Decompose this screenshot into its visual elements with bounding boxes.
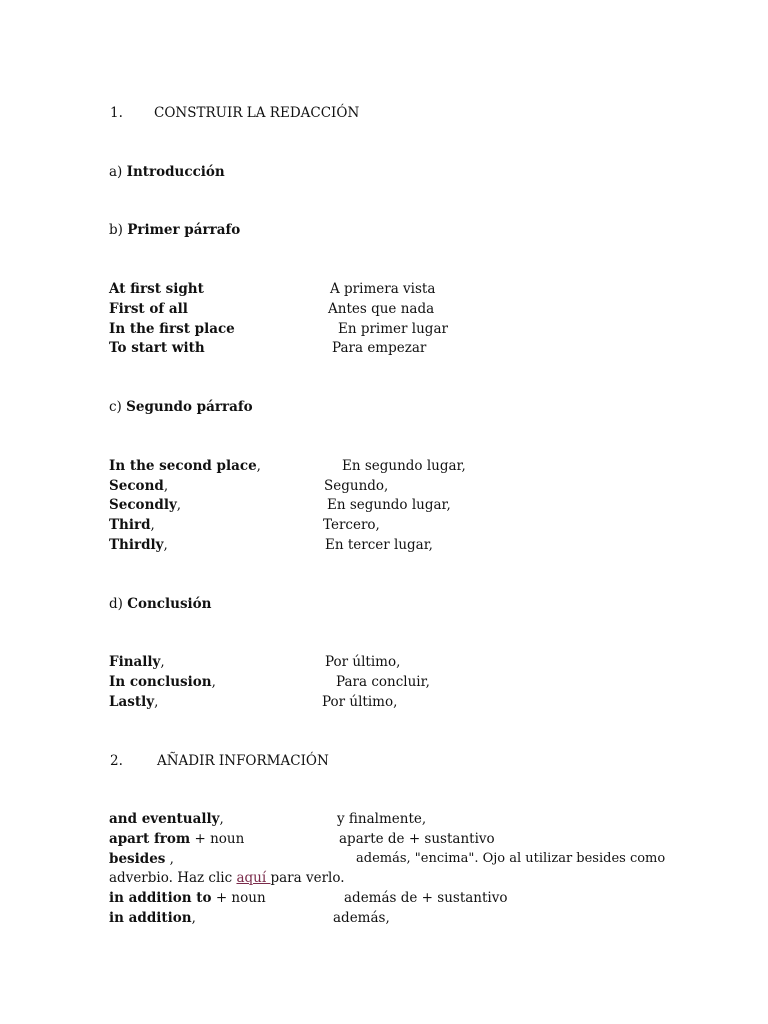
phrase-term: in addition to + noun [109, 890, 266, 906]
phrase-translation: además, [333, 910, 390, 926]
phrase-translation: Por último, [325, 654, 401, 670]
subsection-d-prefix: d) [109, 596, 123, 612]
phrase-term: Finally, [109, 654, 165, 670]
phrase-term: and eventually, [109, 811, 224, 827]
section-2-title: AÑADIR INFORMACIÓN [157, 753, 329, 769]
phrase-translation: además de + sustantivo [344, 890, 508, 906]
phrase-translation: Para empezar [332, 340, 427, 356]
subsection-c-title: Segundo párrafo [126, 399, 253, 415]
phrase-term: apart from + noun [109, 831, 245, 847]
aqui-link[interactable]: aquí [236, 870, 271, 886]
phrase-translation: En primer lugar [338, 321, 448, 337]
phrase-term: Secondly, [109, 497, 182, 513]
phrase-term: In the first place [109, 321, 235, 337]
phrase-translation: A primera vista [330, 281, 436, 297]
subsection-d-title: Conclusión [127, 596, 212, 612]
phrase-translation: En tercer lugar, [325, 537, 433, 553]
subsection-b-prefix: b) [109, 222, 123, 238]
section-1-number: 1. [110, 105, 123, 121]
phrase-translation: En segundo lugar, [327, 497, 451, 513]
phrase-term: Third, [109, 517, 155, 533]
section-2-number: 2. [110, 753, 123, 769]
subsection-a-heading [109, 162, 225, 182]
phrase-term: Second, [109, 478, 169, 494]
phrase-term: besides , [109, 851, 174, 867]
phrase-term: First of all [109, 301, 188, 317]
subsection-a-title: Introducción [126, 164, 225, 180]
subsection-d-heading [109, 594, 212, 614]
phrase-term: Lastly, [109, 694, 159, 710]
phrase-translation: y finalmente, [337, 811, 427, 827]
besides-note [109, 868, 345, 888]
subsection-b-heading [109, 220, 240, 240]
subsection-b-title: Primer párrafo [127, 222, 241, 238]
besides-note-text-end: para verlo. [270, 870, 345, 886]
phrase-term: in addition, [109, 910, 196, 926]
subsection-c-prefix: c) [109, 399, 122, 415]
subsection-a-prefix: a) [109, 164, 123, 180]
phrase-translation: Por último, [322, 694, 398, 710]
phrase-term: In conclusion, [109, 674, 216, 690]
phrase-translation: En segundo lugar, [342, 458, 466, 474]
phrase-term: To start with [109, 340, 205, 356]
phrase-term: Thirdly, [109, 537, 168, 553]
phrase-translation: Segundo, [324, 478, 389, 494]
phrase-term: In the second place, [109, 458, 261, 474]
phrase-translation: aparte de + sustantivo [339, 831, 495, 847]
phrase-translation: Antes que nada [328, 301, 435, 317]
phrase-translation: Tercero, [323, 517, 380, 533]
phrase-translation: Para concluir, [336, 674, 430, 690]
subsection-c-heading [109, 397, 253, 417]
phrase-term: At first sight [109, 281, 204, 297]
section-1-title: CONSTRUIR LA REDACCIÓN [154, 105, 360, 121]
phrase-translation: además, "encima". Ojo al utilizar besides como [356, 851, 666, 866]
besides-note-text: adverbio. Haz clic [109, 870, 237, 886]
